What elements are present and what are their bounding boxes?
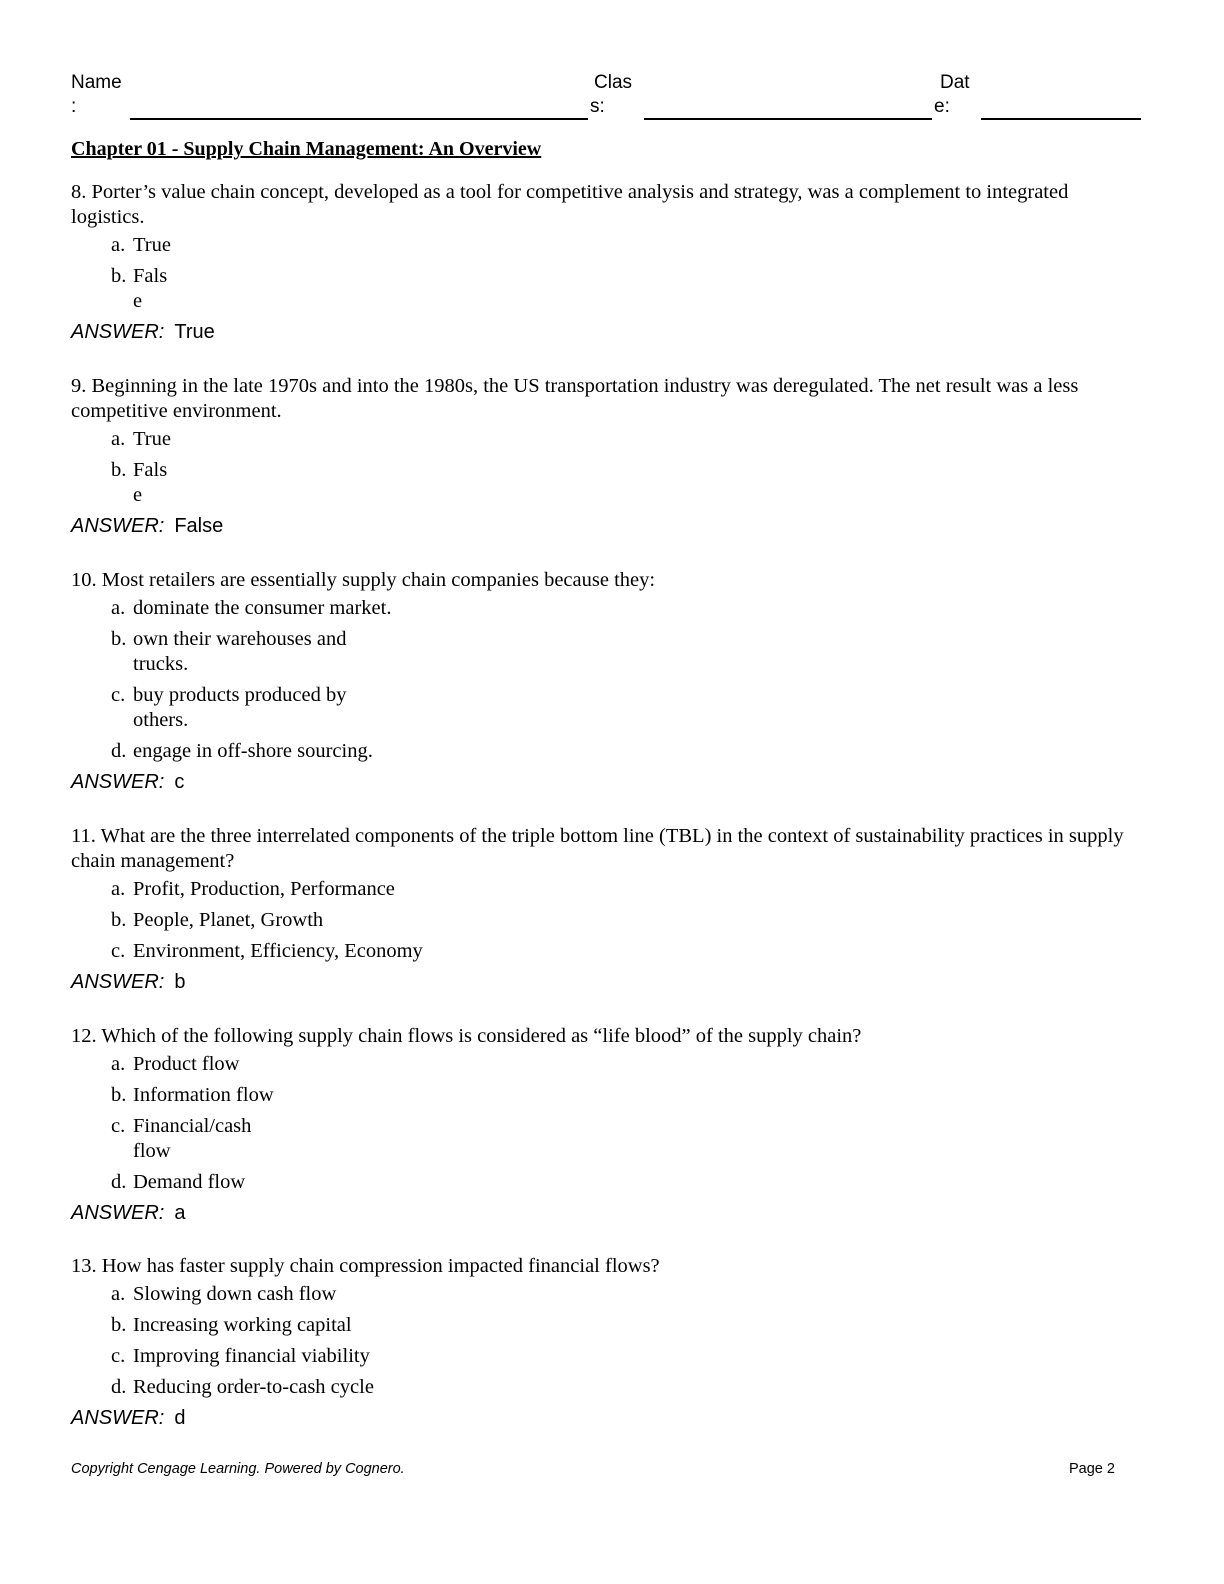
option-b[interactable] bbox=[111, 908, 1146, 933]
question-11 bbox=[71, 824, 1146, 994]
option-text: Fals e bbox=[133, 459, 168, 506]
option-d[interactable] bbox=[111, 1375, 1146, 1400]
option-text: Demand flow bbox=[133, 1171, 246, 1193]
option-d[interactable] bbox=[111, 739, 1146, 764]
option-letter: a. bbox=[111, 1283, 126, 1305]
option-text: True bbox=[133, 234, 171, 256]
question-9 bbox=[71, 374, 1146, 538]
answer-label: ANSWER: bbox=[71, 1202, 165, 1224]
option-b[interactable] bbox=[111, 458, 1146, 508]
option-letter: d. bbox=[111, 740, 127, 762]
option-a[interactable] bbox=[111, 233, 1146, 258]
option-b[interactable] bbox=[111, 264, 1146, 314]
class-field-line[interactable] bbox=[644, 118, 932, 120]
option-text: Improving financial viability bbox=[133, 1345, 370, 1367]
option-letter: b. bbox=[111, 628, 127, 650]
name-label: Name bbox=[71, 72, 122, 93]
option-letter: c. bbox=[111, 1345, 126, 1367]
date-label: Dat bbox=[940, 72, 970, 93]
options-list bbox=[111, 1282, 1146, 1400]
option-b[interactable] bbox=[111, 1313, 1146, 1338]
options-list bbox=[111, 427, 1146, 508]
option-a[interactable] bbox=[111, 427, 1146, 452]
option-letter: b. bbox=[111, 1084, 127, 1106]
option-text: Environment, Efficiency, Economy bbox=[133, 940, 423, 962]
option-c[interactable] bbox=[111, 939, 1146, 964]
question-12 bbox=[71, 1024, 1146, 1225]
option-letter: d. bbox=[111, 1376, 127, 1398]
date-field-line[interactable] bbox=[981, 118, 1141, 120]
options-list bbox=[111, 877, 1146, 964]
answer bbox=[71, 1201, 1146, 1225]
option-text: Fals e bbox=[133, 265, 168, 312]
question-13 bbox=[71, 1254, 1146, 1430]
option-letter: c. bbox=[111, 684, 126, 706]
option-text: True bbox=[133, 428, 171, 450]
option-letter: a. bbox=[111, 878, 126, 900]
option-letter: b. bbox=[111, 459, 127, 481]
class-label: Clas bbox=[594, 72, 633, 93]
option-letter: a. bbox=[111, 1053, 126, 1075]
answer-value: c bbox=[174, 771, 185, 793]
answer-label: ANSWER: bbox=[71, 1407, 165, 1429]
answer-label: ANSWER: bbox=[71, 971, 165, 993]
options-list bbox=[111, 1052, 1146, 1195]
option-text: own their warehouses and trucks. bbox=[133, 628, 347, 675]
class-label-suffix: s: bbox=[590, 96, 605, 117]
options-list bbox=[111, 596, 1146, 764]
option-text: Profit, Production, Performance bbox=[133, 878, 395, 900]
option-letter: d. bbox=[111, 1171, 127, 1193]
option-a[interactable] bbox=[111, 1052, 1146, 1077]
options-list bbox=[111, 233, 1146, 314]
option-text: Increasing working capital bbox=[133, 1314, 352, 1336]
date-label-suffix: e: bbox=[934, 96, 950, 117]
option-d[interactable] bbox=[111, 1170, 1146, 1195]
answer bbox=[71, 320, 1146, 344]
option-text: dominate the consumer market. bbox=[133, 597, 392, 619]
question-text: 13. How has faster supply chain compression impacted financial flows? bbox=[71, 1255, 660, 1277]
question-8 bbox=[71, 180, 1146, 344]
option-letter: a. bbox=[111, 428, 126, 450]
question-text: 11. What are the three interrelated components of the triple bottom line (TBL) in the context of sustainability practices in supply chain management? bbox=[71, 825, 1124, 872]
option-text: engage in off-shore sourcing. bbox=[133, 740, 373, 762]
option-c[interactable] bbox=[111, 1344, 1146, 1369]
answer-label: ANSWER: bbox=[71, 771, 165, 793]
answer-value: False bbox=[174, 515, 224, 537]
answer-value: True bbox=[174, 321, 215, 343]
option-letter: c. bbox=[111, 940, 126, 962]
option-b[interactable] bbox=[111, 627, 1146, 677]
option-a[interactable] bbox=[111, 596, 1146, 621]
option-text: Slowing down cash flow bbox=[133, 1283, 337, 1305]
option-a[interactable] bbox=[111, 877, 1146, 902]
chapter-title: Chapter 01 - Supply Chain Management: An Overview bbox=[71, 138, 542, 160]
option-text: Financial/cash flow bbox=[133, 1115, 252, 1162]
option-c[interactable] bbox=[111, 683, 1146, 733]
option-letter: b. bbox=[111, 1314, 127, 1336]
option-letter: b. bbox=[111, 909, 127, 931]
question-text: 12. Which of the following supply chain flows is considered as “life blood” of the supply chain? bbox=[71, 1025, 862, 1047]
name-label-colon: : bbox=[71, 96, 77, 117]
answer bbox=[71, 970, 1146, 994]
option-text: Reducing order-to-cash cycle bbox=[133, 1376, 374, 1398]
answer-label: ANSWER: bbox=[71, 321, 165, 343]
option-letter: b. bbox=[111, 265, 127, 287]
option-text: People, Planet, Growth bbox=[133, 909, 324, 931]
footer-copyright: Copyright Cengage Learning. Powered by Cognero. bbox=[71, 1461, 405, 1477]
question-text: 10. Most retailers are essentially supply chain companies because they: bbox=[71, 569, 656, 591]
footer-page-number: Page 2 bbox=[1069, 1461, 1115, 1477]
question-10 bbox=[71, 568, 1146, 794]
option-text: buy products produced by others. bbox=[133, 684, 347, 731]
option-text: Product flow bbox=[133, 1053, 240, 1075]
question-text: 8. Porter’s value chain concept, developed as a tool for competitive analysis and strategy, was a complement to integrated logistics. bbox=[71, 181, 1069, 228]
answer bbox=[71, 514, 1146, 538]
question-text: 9. Beginning in the late 1970s and into the 1980s, the US transportation industry was deregulated. The net result was a less competitive environment. bbox=[71, 375, 1079, 422]
answer bbox=[71, 770, 1146, 794]
option-b[interactable] bbox=[111, 1083, 1146, 1108]
option-c[interactable] bbox=[111, 1114, 1146, 1164]
option-text: Information flow bbox=[133, 1084, 274, 1106]
answer bbox=[71, 1406, 1146, 1430]
answer-value: a bbox=[174, 1202, 186, 1224]
option-a[interactable] bbox=[111, 1282, 1146, 1307]
answer-value: d bbox=[174, 1407, 186, 1429]
option-letter: a. bbox=[111, 234, 126, 256]
answer-value: b bbox=[174, 971, 186, 993]
option-letter: c. bbox=[111, 1115, 126, 1137]
answer-label: ANSWER: bbox=[71, 515, 165, 537]
name-field-line[interactable] bbox=[130, 118, 588, 120]
option-letter: a. bbox=[111, 597, 126, 619]
